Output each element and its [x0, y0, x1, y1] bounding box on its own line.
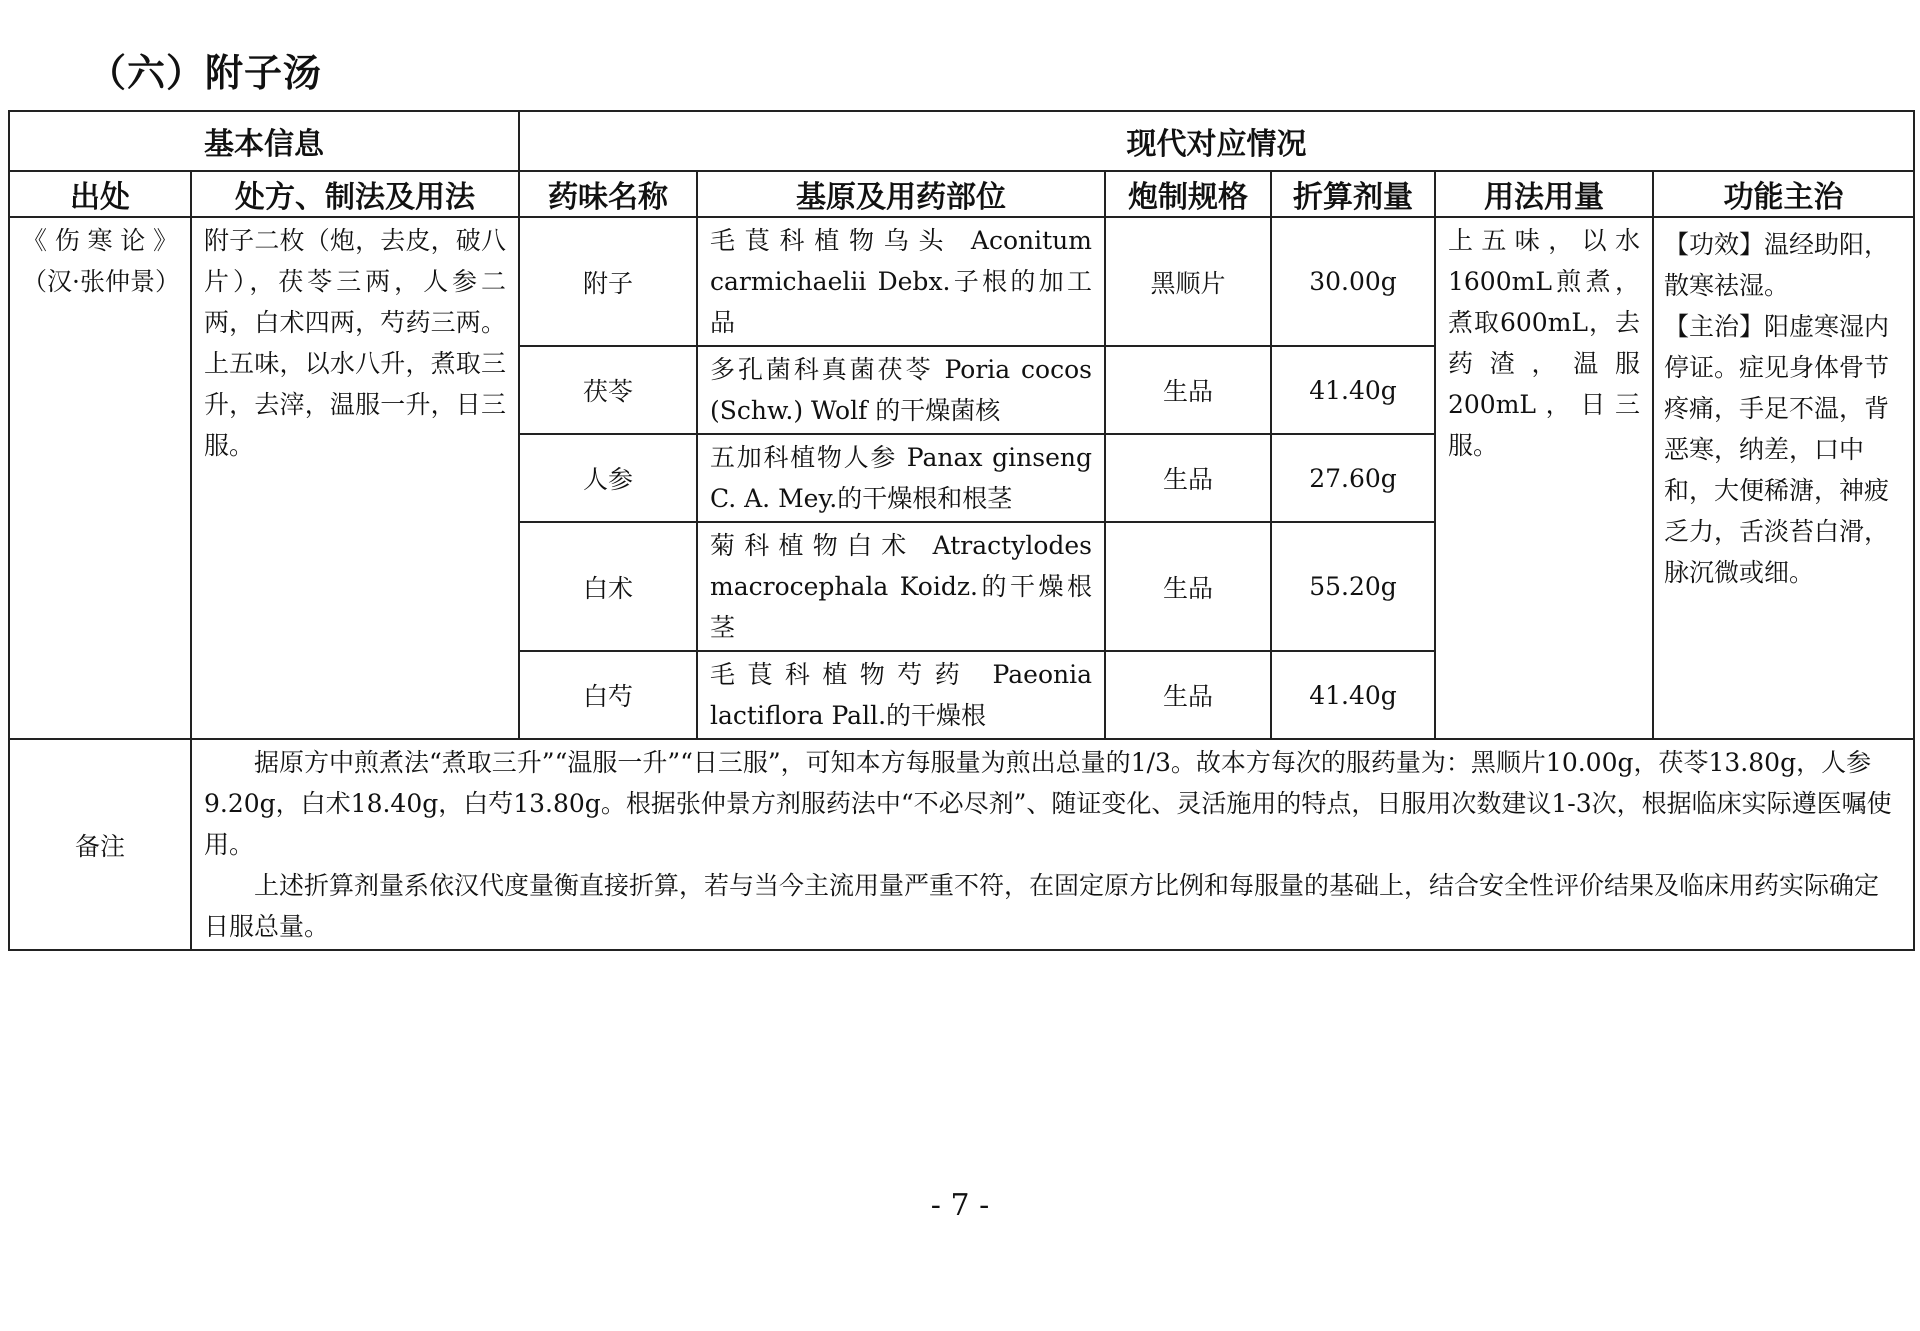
remark-paragraph: 上述折算剂量系依汉代度量衡直接折算，若与当今主流用量严重不符，在固定原方比例和每服量的基础上，结合安全性评价结果及临床用药实际确定日服总量。: [204, 871, 1880, 941]
herb-processing: 生品: [1105, 522, 1271, 651]
function-cell: [1653, 217, 1914, 739]
function-indication: 【主治】阳虚寒湿内停证。症见身体骨节疼痛，手足不温，背恶寒，纳差，口中和，大便稀溏，神疲乏力，舌淡苔白滑，脉沉微或细。: [1664, 312, 1890, 587]
herb-name: 茯苓: [519, 346, 697, 434]
remark-label: 备注: [9, 739, 191, 950]
header-processing: 炮制规格: [1105, 171, 1271, 217]
herb-dose: 55.20g: [1271, 522, 1435, 651]
formula-table: [8, 110, 1915, 951]
header-function: 功能主治: [1653, 171, 1914, 217]
herb-name: 白术: [519, 522, 697, 651]
herb-processing: 黑顺片: [1105, 217, 1271, 346]
prescription-cell: 附子二枚（炮，去皮，破八片），茯苓三两，人参二两，白术四两，芍药三两。上五味，以水八升，煮取三升，去滓，温服一升，日三服。: [191, 217, 519, 739]
herb-processing: 生品: [1105, 651, 1271, 739]
header-herb-name: 药味名称: [519, 171, 697, 217]
herb-origin: 毛茛科植物乌头 Aconitum carmichaelii Debx.子根的加工品: [697, 217, 1105, 346]
usage-cell: 上五味，以水1600mL煎煮，煮取600mL，去药渣，温服200mL，日三服。: [1435, 217, 1653, 739]
herb-name: 人参: [519, 434, 697, 522]
header-basic: 基本信息: [9, 111, 519, 171]
header-source: 出处: [9, 171, 191, 217]
page-number: - 7 -: [930, 1188, 990, 1223]
herb-dose: 41.40g: [1271, 346, 1435, 434]
herb-name: 白芍: [519, 651, 697, 739]
header-usage: 用法用量: [1435, 171, 1653, 217]
header-dose: 折算剂量: [1271, 171, 1435, 217]
header-modern: 现代对应情况: [519, 111, 1914, 171]
function-efficacy: 【功效】温经助阳，散寒祛湿。: [1664, 230, 1890, 300]
herb-origin: 多孔菌科真菌茯苓 Poria cocos (Schw.) Wolf 的干燥菌核: [697, 346, 1105, 434]
herb-processing: 生品: [1105, 346, 1271, 434]
herb-origin: 毛茛科植物芍药 Paeonia lactiflora Pall.的干燥根: [697, 651, 1105, 739]
herb-origin: 菊科植物白术 Atractylodes macrocephala Koidz.的干燥根茎: [697, 522, 1105, 651]
herb-name: 附子: [519, 217, 697, 346]
herb-processing: 生品: [1105, 434, 1271, 522]
herb-origin: 五加科植物人参 Panax ginseng C. A. Mey.的干燥根和根茎: [697, 434, 1105, 522]
remark-paragraph: 据原方中煎煮法“煮取三升”“温服一升”“日三服”，可知本方每服量为煎出总量的1/3。故本方每次的服药量为：黑顺片10.00g，茯苓13.80g，人参9.20g，白术18.40g，白芍13.80g。根据张仲景方剂服药法中“不必尽剂”、随证变化、灵活施用的特点，日服用次数建议1-3次，根据临床实际遵医嘱使用。: [204, 748, 1892, 859]
section-title: （六）附子汤: [88, 51, 323, 95]
herb-dose: 41.40g: [1271, 651, 1435, 739]
herb-dose: 30.00g: [1271, 217, 1435, 346]
herb-dose: 27.60g: [1271, 434, 1435, 522]
source-cell: 《伤寒论》（汉·张仲景）: [9, 217, 191, 739]
header-origin: 基原及用药部位: [697, 171, 1105, 217]
remark-cell: [191, 739, 1914, 950]
header-prescription: 处方、制法及用法: [191, 171, 519, 217]
